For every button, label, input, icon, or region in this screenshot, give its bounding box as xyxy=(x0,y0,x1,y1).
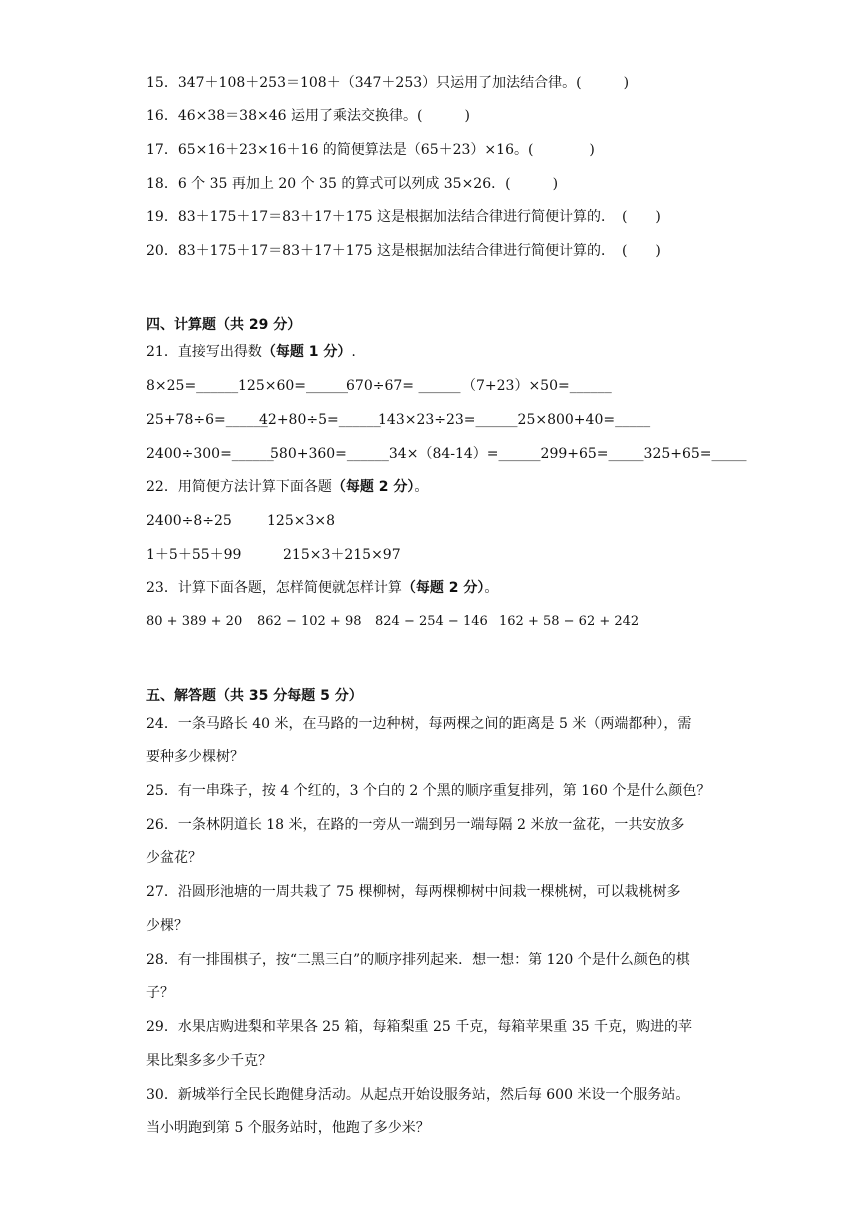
q23-item-4: 162 + 58 − 62 + 242 xyxy=(499,614,640,629)
section-5-title: 五、解答题（共 35 分每题 5 分） xyxy=(146,688,363,704)
question-23-points: （每题 2 分） xyxy=(401,580,485,596)
question-23-tail: 。 xyxy=(484,580,499,596)
question-24-line-1: 24．一条马路长 40 米，在马路的一边种树，每两棵之间的距离是 5 米（两端都种），需 xyxy=(146,716,692,732)
question-30-line-2: 当小明跑到第 5 个服务站时，他跑了多少米？ xyxy=(146,1120,430,1136)
q22-item-1: 2400÷8÷25 xyxy=(146,513,232,529)
question-28-line-2: 子？ xyxy=(146,985,174,1001)
question-18: 18．6 个 35 再加上 20 个 35 的算式可以列成 35×26．( ) xyxy=(146,176,559,192)
question-29-line-1: 29．水果店购进梨和苹果各 25 箱，每箱梨重 25 千克，每箱苹果重 35 千克，购进的苹 xyxy=(146,1019,692,1035)
q21-r3-c1: 2400÷300=______ xyxy=(146,446,274,462)
question-21-tail: . xyxy=(351,344,356,360)
q23-item-2: 862 − 102 + 98 xyxy=(257,614,362,629)
question-16: 16．46×38＝38×46 运用了乘法交换律。( ) xyxy=(146,108,470,124)
question-19: 19．83＋175＋17＝83＋17＋175 这是根据加法结合律进行简便计算的． ( ) xyxy=(146,209,661,225)
question-29-line-2: 果比梨多多少千克？ xyxy=(146,1053,272,1069)
question-27-line-2: 少棵？ xyxy=(146,918,188,934)
question-26-line-2: 少盆花？ xyxy=(146,850,202,866)
question-23 xyxy=(146,578,498,598)
question-26-line-1: 26．一条林阴道长 18 米，在路的一旁从一端到另一端每隔 2 米放一盆花，一共安放多 xyxy=(146,817,685,833)
q21-r1-c1: 8×25=______ xyxy=(146,378,239,394)
question-15: 15．347＋108＋253＝108＋（347＋253）只运用了加法结合律。( ) xyxy=(146,75,630,91)
q21-r2-c3: 143×23÷23=______25×800+40=_____ xyxy=(378,412,651,428)
question-22-tail: 。 xyxy=(414,479,429,495)
question-21 xyxy=(146,342,356,362)
q22-item-4: 215×3＋215×97 xyxy=(283,547,401,563)
question-21-text: 21．直接写出得数 xyxy=(146,344,262,360)
question-23-text: 23．计算下面各题，怎样简便就怎样计算 xyxy=(146,580,402,596)
question-20: 20．83＋175＋17＝83＋17＋175 这是根据加法结合律进行简便计算的． ( ) xyxy=(146,243,661,259)
section-4-title: 四、计算题（共 29 分） xyxy=(146,317,302,333)
question-22-points: （每题 2 分） xyxy=(331,479,415,495)
question-22 xyxy=(146,477,428,497)
q22-item-2: 125×3×8 xyxy=(267,513,335,529)
question-24-line-2: 要种多少棵树？ xyxy=(146,749,244,765)
question-17: 17．65×16＋23×16＋16 的简便算法是（65＋23）×16。( ) xyxy=(146,142,595,158)
q21-r1-c2: 125×60=______ xyxy=(238,378,348,394)
q21-r1-c3: 670÷67= ______ xyxy=(346,378,461,394)
q21-r1-c4: （7+23）×50=______ xyxy=(462,378,612,394)
question-28-line-1: 28．有一排围棋子，按“二黑三白”的顺序排列起来．想一想：第 120 个是什么颜色的棋 xyxy=(146,952,690,968)
question-25: 25．有一串珠子，按 4 个红的，3 个白的 2 个黑的顺序重复排列，第 160 个是什么颜色？ xyxy=(146,783,711,799)
q23-item-3: 824 − 254 − 146 xyxy=(375,614,488,629)
q21-r2-c2: 42+80÷5=______ xyxy=(259,412,381,428)
q23-item-1: 80 + 389 + 20 xyxy=(146,614,243,629)
q21-r3-c2: 580+360=______34×（84-14）=______299+65=_____325+65=_____ xyxy=(270,446,747,462)
q22-item-3: 1＋5＋55＋99 xyxy=(146,547,242,563)
question-30-line-1: 30．新城举行全民长跑健身活动。从起点开始设服务站，然后每 600 米设一个服务站。 xyxy=(146,1087,690,1103)
question-27-line-1: 27．沿圆形池塘的一周共栽了 75 棵柳树，每两棵柳树中间栽一棵桃树，可以栽桃树多 xyxy=(146,884,681,900)
q21-r2-c1: 25+78÷6=______ xyxy=(146,412,268,428)
question-21-points: （每题 1 分） xyxy=(261,344,352,360)
question-22-text: 22．用简便方法计算下面各题 xyxy=(146,479,332,495)
